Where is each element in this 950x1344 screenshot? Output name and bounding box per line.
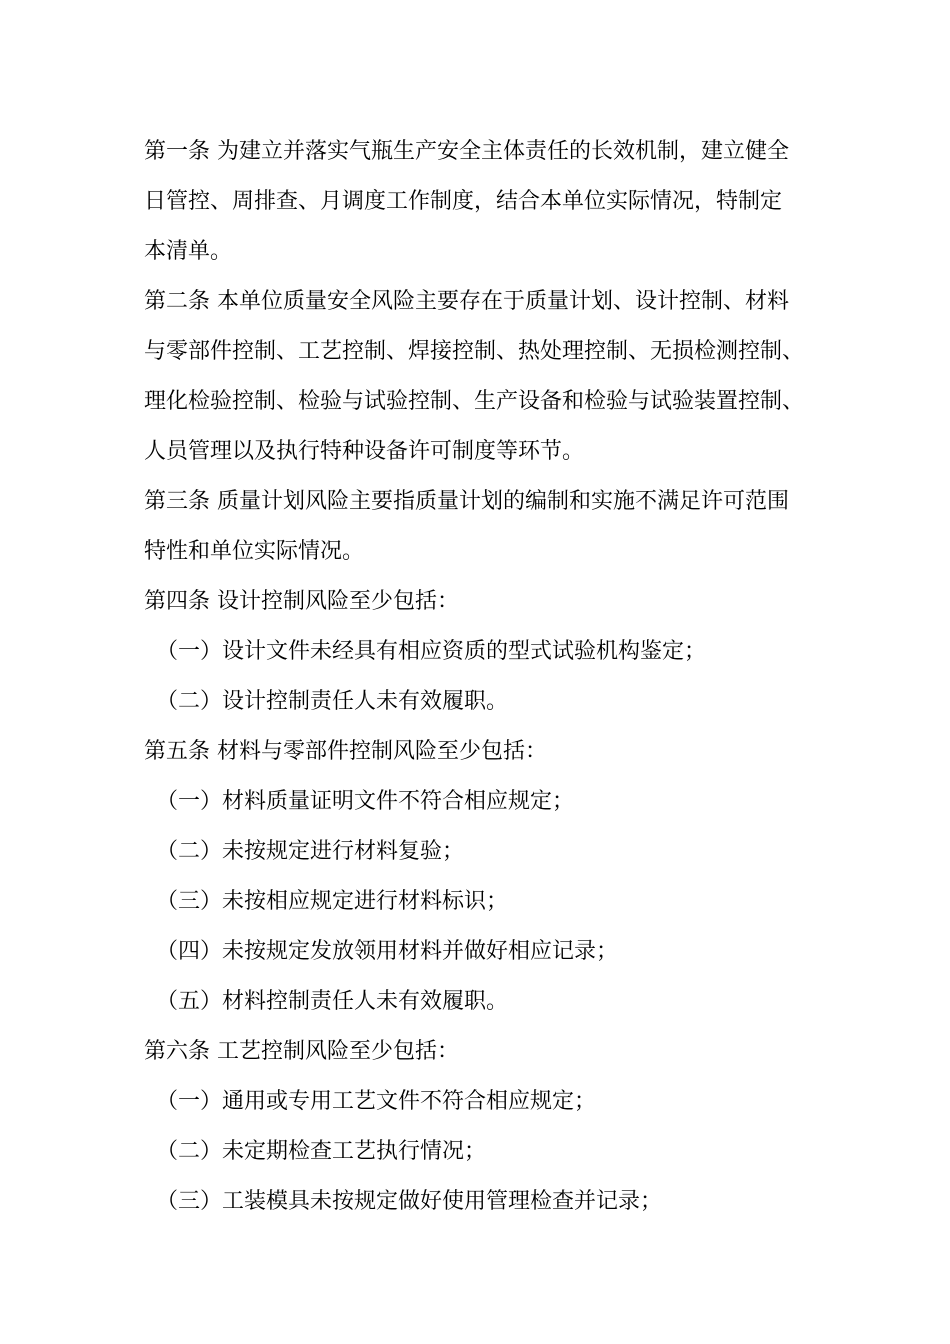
article-3-line-1: 第三条 质量计划风险主要指质量计划的编制和实施不满足许可范围	[144, 489, 789, 514]
article-5-item-4: （四）未按规定发放领用材料并做好相应记录；	[156, 939, 619, 964]
article-4-heading: 第四条 设计控制风险至少包括：	[144, 589, 459, 614]
article-1-line-3: 本清单。	[144, 239, 233, 264]
article-4-item-2: （二）设计控制责任人未有效履职。	[156, 689, 509, 714]
article-2-line-2: 与零部件控制、工艺控制、焊接控制、热处理控制、无损检测控制、	[144, 339, 805, 364]
article-4-item-1: （一）设计文件未经具有相应资质的型式试验机构鉴定；	[156, 639, 707, 664]
article-5-item-2: （二）未按规定进行材料复验；	[156, 839, 465, 864]
article-6-item-1: （一）通用或专用工艺文件不符合相应规定；	[156, 1089, 597, 1114]
article-6-item-2: （二）未定期检查工艺执行情况；	[156, 1139, 487, 1164]
article-5-item-3: （三）未按相应规定进行材料标识；	[156, 889, 509, 914]
article-5-heading: 第五条 材料与零部件控制风险至少包括：	[144, 739, 547, 764]
article-6-item-3: （三）工装模具未按规定做好使用管理检查并记录；	[156, 1189, 663, 1214]
article-5-item-1: （一）材料质量证明文件不符合相应规定；	[156, 789, 575, 814]
article-3-line-2: 特性和单位实际情况。	[144, 539, 365, 564]
article-1-line-2: 日管控、周排查、月调度工作制度，结合本单位实际情况，特制定	[144, 189, 783, 214]
article-2-line-4: 人员管理以及执行特种设备许可制度等环节。	[144, 439, 585, 464]
article-2-line-3: 理化检验控制、检验与试验控制、生产设备和检验与试验装置控制、	[144, 389, 805, 414]
article-5-item-5: （五）材料控制责任人未有效履职。	[156, 989, 509, 1014]
article-6-heading: 第六条 工艺控制风险至少包括：	[144, 1039, 459, 1064]
document-body	[144, 127, 834, 1227]
article-1-line-1: 第一条 为建立并落实气瓶生产安全主体责任的长效机制，建立健全	[144, 139, 789, 164]
article-2-line-1: 第二条 本单位质量安全风险主要存在于质量计划、设计控制、材料	[144, 289, 789, 314]
